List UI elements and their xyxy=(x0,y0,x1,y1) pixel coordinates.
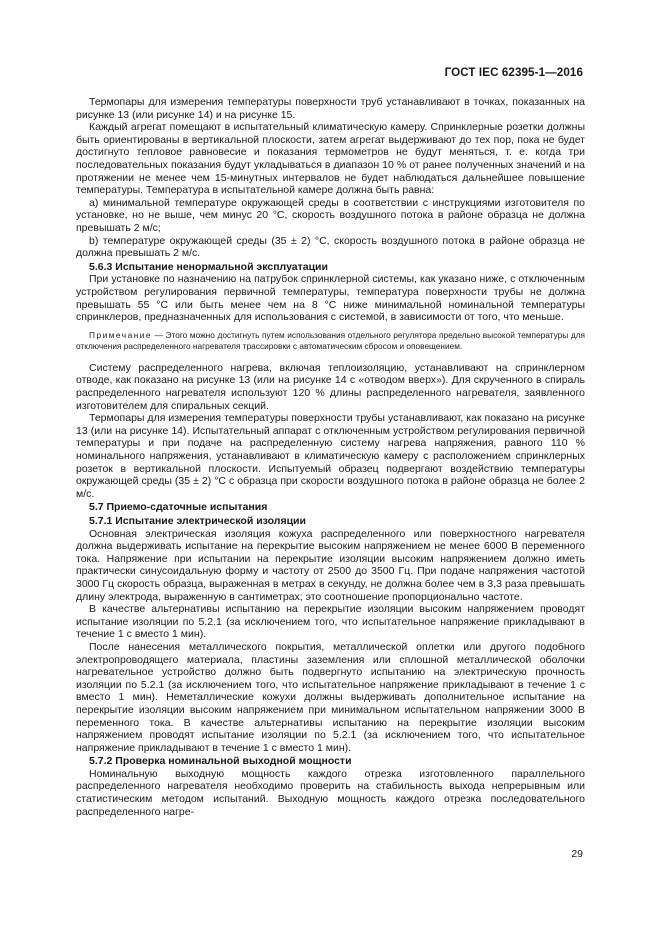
section-heading: 5.7.1 Испытание электрической изоляции xyxy=(89,515,306,527)
document-body xyxy=(76,96,585,818)
section-heading: 5.7.2 Проверка номинальной выходной мощности xyxy=(89,755,352,768)
note-label: Примечание xyxy=(89,329,153,340)
paragraph: При установке по назначению на патрубок спринклерной системы, как указано ниже, с отключенным устройством регулирования первичной температуры, температура поверхности трубы не должна превышать 55 °С или быть менее чем на 8 °С ниже минимальной номинальной температуры спринклеров, предназначенных для использования с системой, в зависимости от того, что меньше. xyxy=(76,273,585,324)
list-item: b) температуре окружающей среды (35 ± 2) °С, скорость воздушного потока в районе образца не должна превышать 2 м/с. xyxy=(76,234,585,260)
paragraph: Номинальную выходную мощность каждого отрезка изготовленного параллельного распределенного нагревателя необходимо проверить на стабильность выхода непрерывным или статистическим методом испытаний. Выходную мощность каждого отрезка последовательного распределенного нагре- xyxy=(76,767,585,818)
paragraph: Систему распределенного нагрева, включая теплоизоляцию, устанавливают на спринклерном отводе, как показано на рисунке 13 (или на рисунке 14 с «отводом вверх»). Для скрученного в спираль распределенного нагревателя используют 120 % длины распределенного нагревателя, заявленного изготовителем для спиральных секций. xyxy=(76,361,585,412)
paragraph: Термопары для измерения температуры поверхности труб устанавливают в точках, показанных на рисунке 13 (или рисунке 14) и на рисунке 15. xyxy=(76,96,585,121)
list-item: a) минимальной температуре окружающей среды в соответствии с инструкциями изготовителя по установке, но не выше, чем минус 20 °С, скорость воздушного потока в районе образца не должна превышать 2 м/с; xyxy=(76,196,585,234)
document-header: ГОСТ IEC 62395-1—2016 xyxy=(444,66,583,79)
paragraph: В качестве альтернативы испытанию на перекрытие изоляции высоким напряжением проводят испытание изоляции по 5.2.1 (за исключением того, что испытательное напряжение прикладывают в течение 1 с вместо 1 мин). xyxy=(76,603,585,641)
section-heading: 5.6.3 Испытание ненормальной эксплуатации xyxy=(89,260,328,273)
paragraph: Основная электрическая изоляция кожуха распределенного или поверхностного нагревателя должна выдерживать испытание на перекрытие высоким напряжением не менее 6000 В переменного тока. Напряжение при испытании на перекрытие изоляции высоким напряжением должно иметь практически синусоидальную форму и частоту от 2500 до 3500 Гц. При подаче напряжения частотой 3000 Гц скорость образца, выраженная в метрах в секунду, не должна более чем в 3,3 раза превышать длину электрода, выраженную в сантиметрах; это соотношение пропорционально частоте. xyxy=(76,527,585,603)
paragraph: Термопары для измерения температуры поверхности трубы устанавливают, как показано на рисунке 13 (или на рисунке 14). Испытательный аппарат с отключенным устройством регулирования первичной температуры и при подаче на распределенную систему нагрева напряжения, равного 110 % номинального напряжения, устанавливают в климатическую камеру с расположением спринклерных розеток в вертикальной плоскости. Испытуемый образец подвергают воздействию температуры окружающей среды (35 ± 2) °С с образца при скорости воздушного потока в районе образца не более 2 м/с. xyxy=(76,412,585,500)
section-heading: 5.7 Приемо-сдаточные испытания xyxy=(89,501,268,514)
paragraph: Каждый агрегат помещают в испытательный климатическую камеру. Спринклерные розетки должны быть ориентированы в вертикальной плоскости, затем агрегат выдерживают до тех пор, пока не будет достигнуто тепловое равновесие и показания термометров не будут меняться, т. е. когда три последовательных показания будут укладываться в диапазон 10 % от ранее полученных значений и на протяжении не менее чем 15-минутных интервалов не будет наблюдаться дальнейшее повышение температуры. Температура в испытательной камере должна быть равна: xyxy=(76,121,585,197)
page-number: 29 xyxy=(571,848,583,860)
paragraph: После нанесения металлического покрытия, металлической оплетки или другого подобного электропроводящего материала, пластины заземления или сплошной металлической оболочки нагревательное устройство должно быть подвергнуто испытанию на электрическую прочность изоляции по 5.2.1 (за исключением того, что испытательное напряжение прикладывают в течение 1 с вместо 1 мин). Неметаллические кожухи должны выдерживать дополнительное испытание на перекрытие изоляции высоким напряжением при минимальном испытательном напряжении 3000 В переменного тока. В качестве альтернативы испытанию на перекрытие изоляции высоким напряжением проводят испытание изоляции по 5.2.1 (за исключением того, что испытательное напряжение прикладывают в течение 1 с вместо 1 мин). xyxy=(76,640,585,754)
note-block xyxy=(76,330,585,353)
note-text: — Этого можно достигнуть путем использования отдельного регулятора предельно высокой температуры для отключения распределенного нагревателя трассировки с автоматическим сбросом и оповещением. xyxy=(76,329,585,352)
